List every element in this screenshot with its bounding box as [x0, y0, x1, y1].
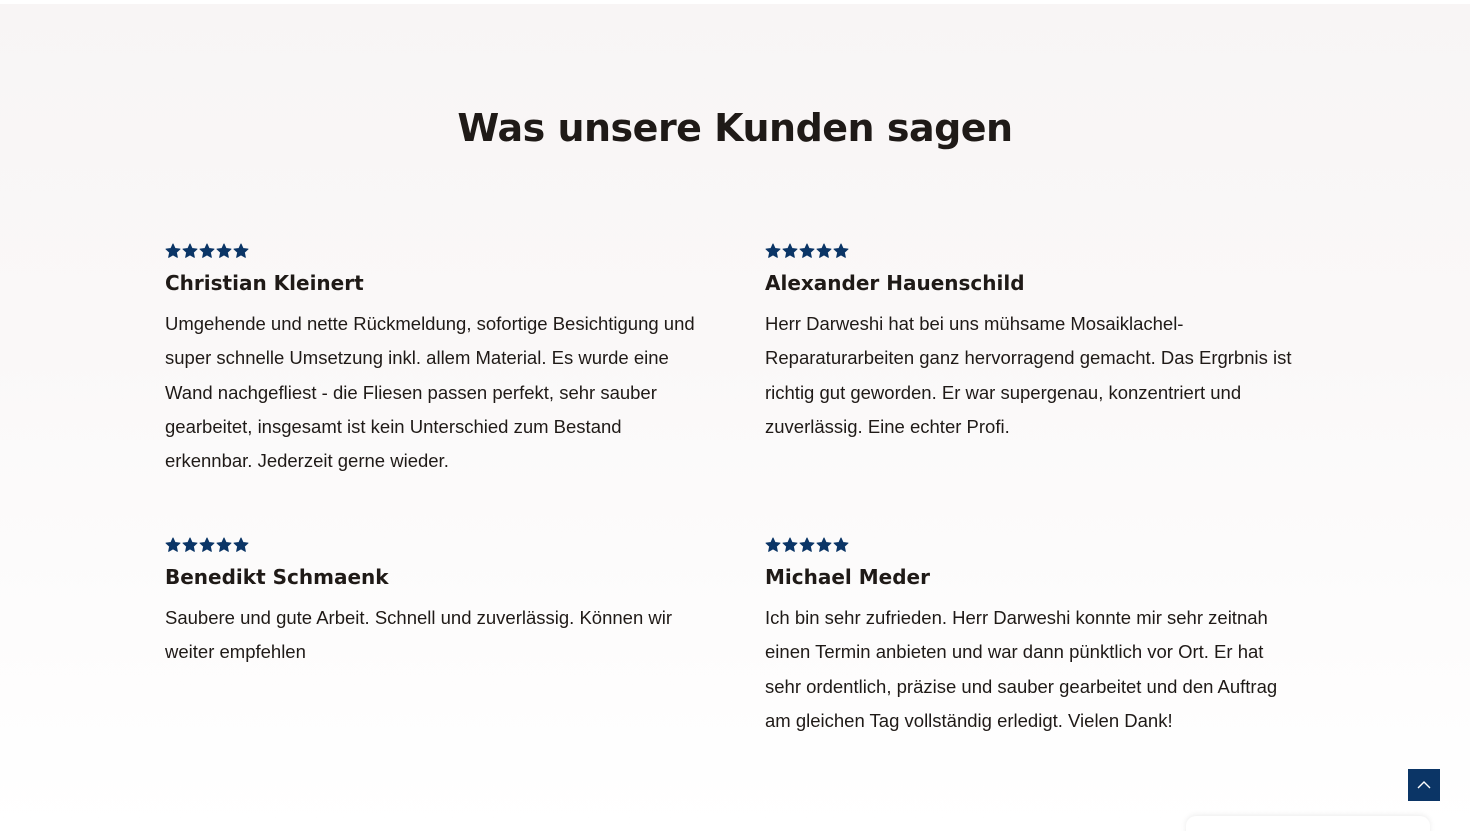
header-edge [0, 0, 1470, 4]
star-rating [765, 241, 1310, 261]
star-icon [765, 243, 781, 259]
star-icon [816, 537, 832, 553]
star-icon [233, 537, 249, 553]
review-text: Herr Darweshi hat bei uns mühsame Mosaiklachel-Reparaturarbeiten ganz hervorragend gemacht. Das Ergrbnis ist richtig gut geworden. Er war supergenau, konzentriert und zuverlässig. Eine echter Profi. [765, 313, 1292, 437]
star-icon [782, 243, 798, 259]
star-rating [765, 535, 1310, 555]
review-text: Ich bin sehr zufrieden. Herr Darweshi konnte mir sehr zeitnah einen Termin anbieten und war dann pünktlich vor Ort. Er hat sehr ordentlich, präzise und sauber gearbeitet und den Auftrag am gleichen Tag vollständig erledigt. Vielen Dank! [765, 607, 1278, 731]
star-icon [165, 537, 181, 553]
section-title: Was unsere Kunden sagen [457, 106, 1013, 150]
review-text: Umgehende und nette Rückmeldung, sofortige Besichtigung und super schnelle Umsetzung inkl. allem Material. Es wurde eine Wand nachgefliest - die Fliesen passen perfekt, sehr sauber gearbeitet, insgesamt ist kein Unterschied zum Bestand erkennbar. Jederzeit gerne wieder. [165, 313, 695, 472]
reviewer-name: Alexander Hauenschild [765, 271, 1025, 295]
review-card [765, 535, 1310, 738]
star-icon [833, 243, 849, 259]
reviewer-name: Michael Meder [765, 565, 930, 589]
chat-widget-tab[interactable] [1186, 816, 1430, 831]
star-rating [165, 535, 710, 555]
star-icon [816, 243, 832, 259]
star-icon [199, 537, 215, 553]
star-rating [165, 241, 710, 261]
star-icon [833, 537, 849, 553]
review-card [165, 535, 710, 670]
star-icon [165, 243, 181, 259]
star-icon [216, 537, 232, 553]
star-icon [799, 537, 815, 553]
chevron-up-icon [1415, 776, 1433, 794]
review-card [765, 241, 1310, 444]
review-card [165, 241, 710, 478]
star-icon [782, 537, 798, 553]
star-icon [799, 243, 815, 259]
star-icon [199, 243, 215, 259]
star-icon [765, 537, 781, 553]
reviewer-name: Benedikt Schmaenk [165, 565, 389, 589]
star-icon [216, 243, 232, 259]
star-icon [233, 243, 249, 259]
scroll-to-top-button[interactable] [1408, 769, 1440, 801]
review-text: Saubere und gute Arbeit. Schnell und zuverlässig. Können wir weiter empfehlen [165, 607, 673, 663]
reviewer-name: Christian Kleinert [165, 271, 364, 295]
star-icon [182, 537, 198, 553]
star-icon [182, 243, 198, 259]
